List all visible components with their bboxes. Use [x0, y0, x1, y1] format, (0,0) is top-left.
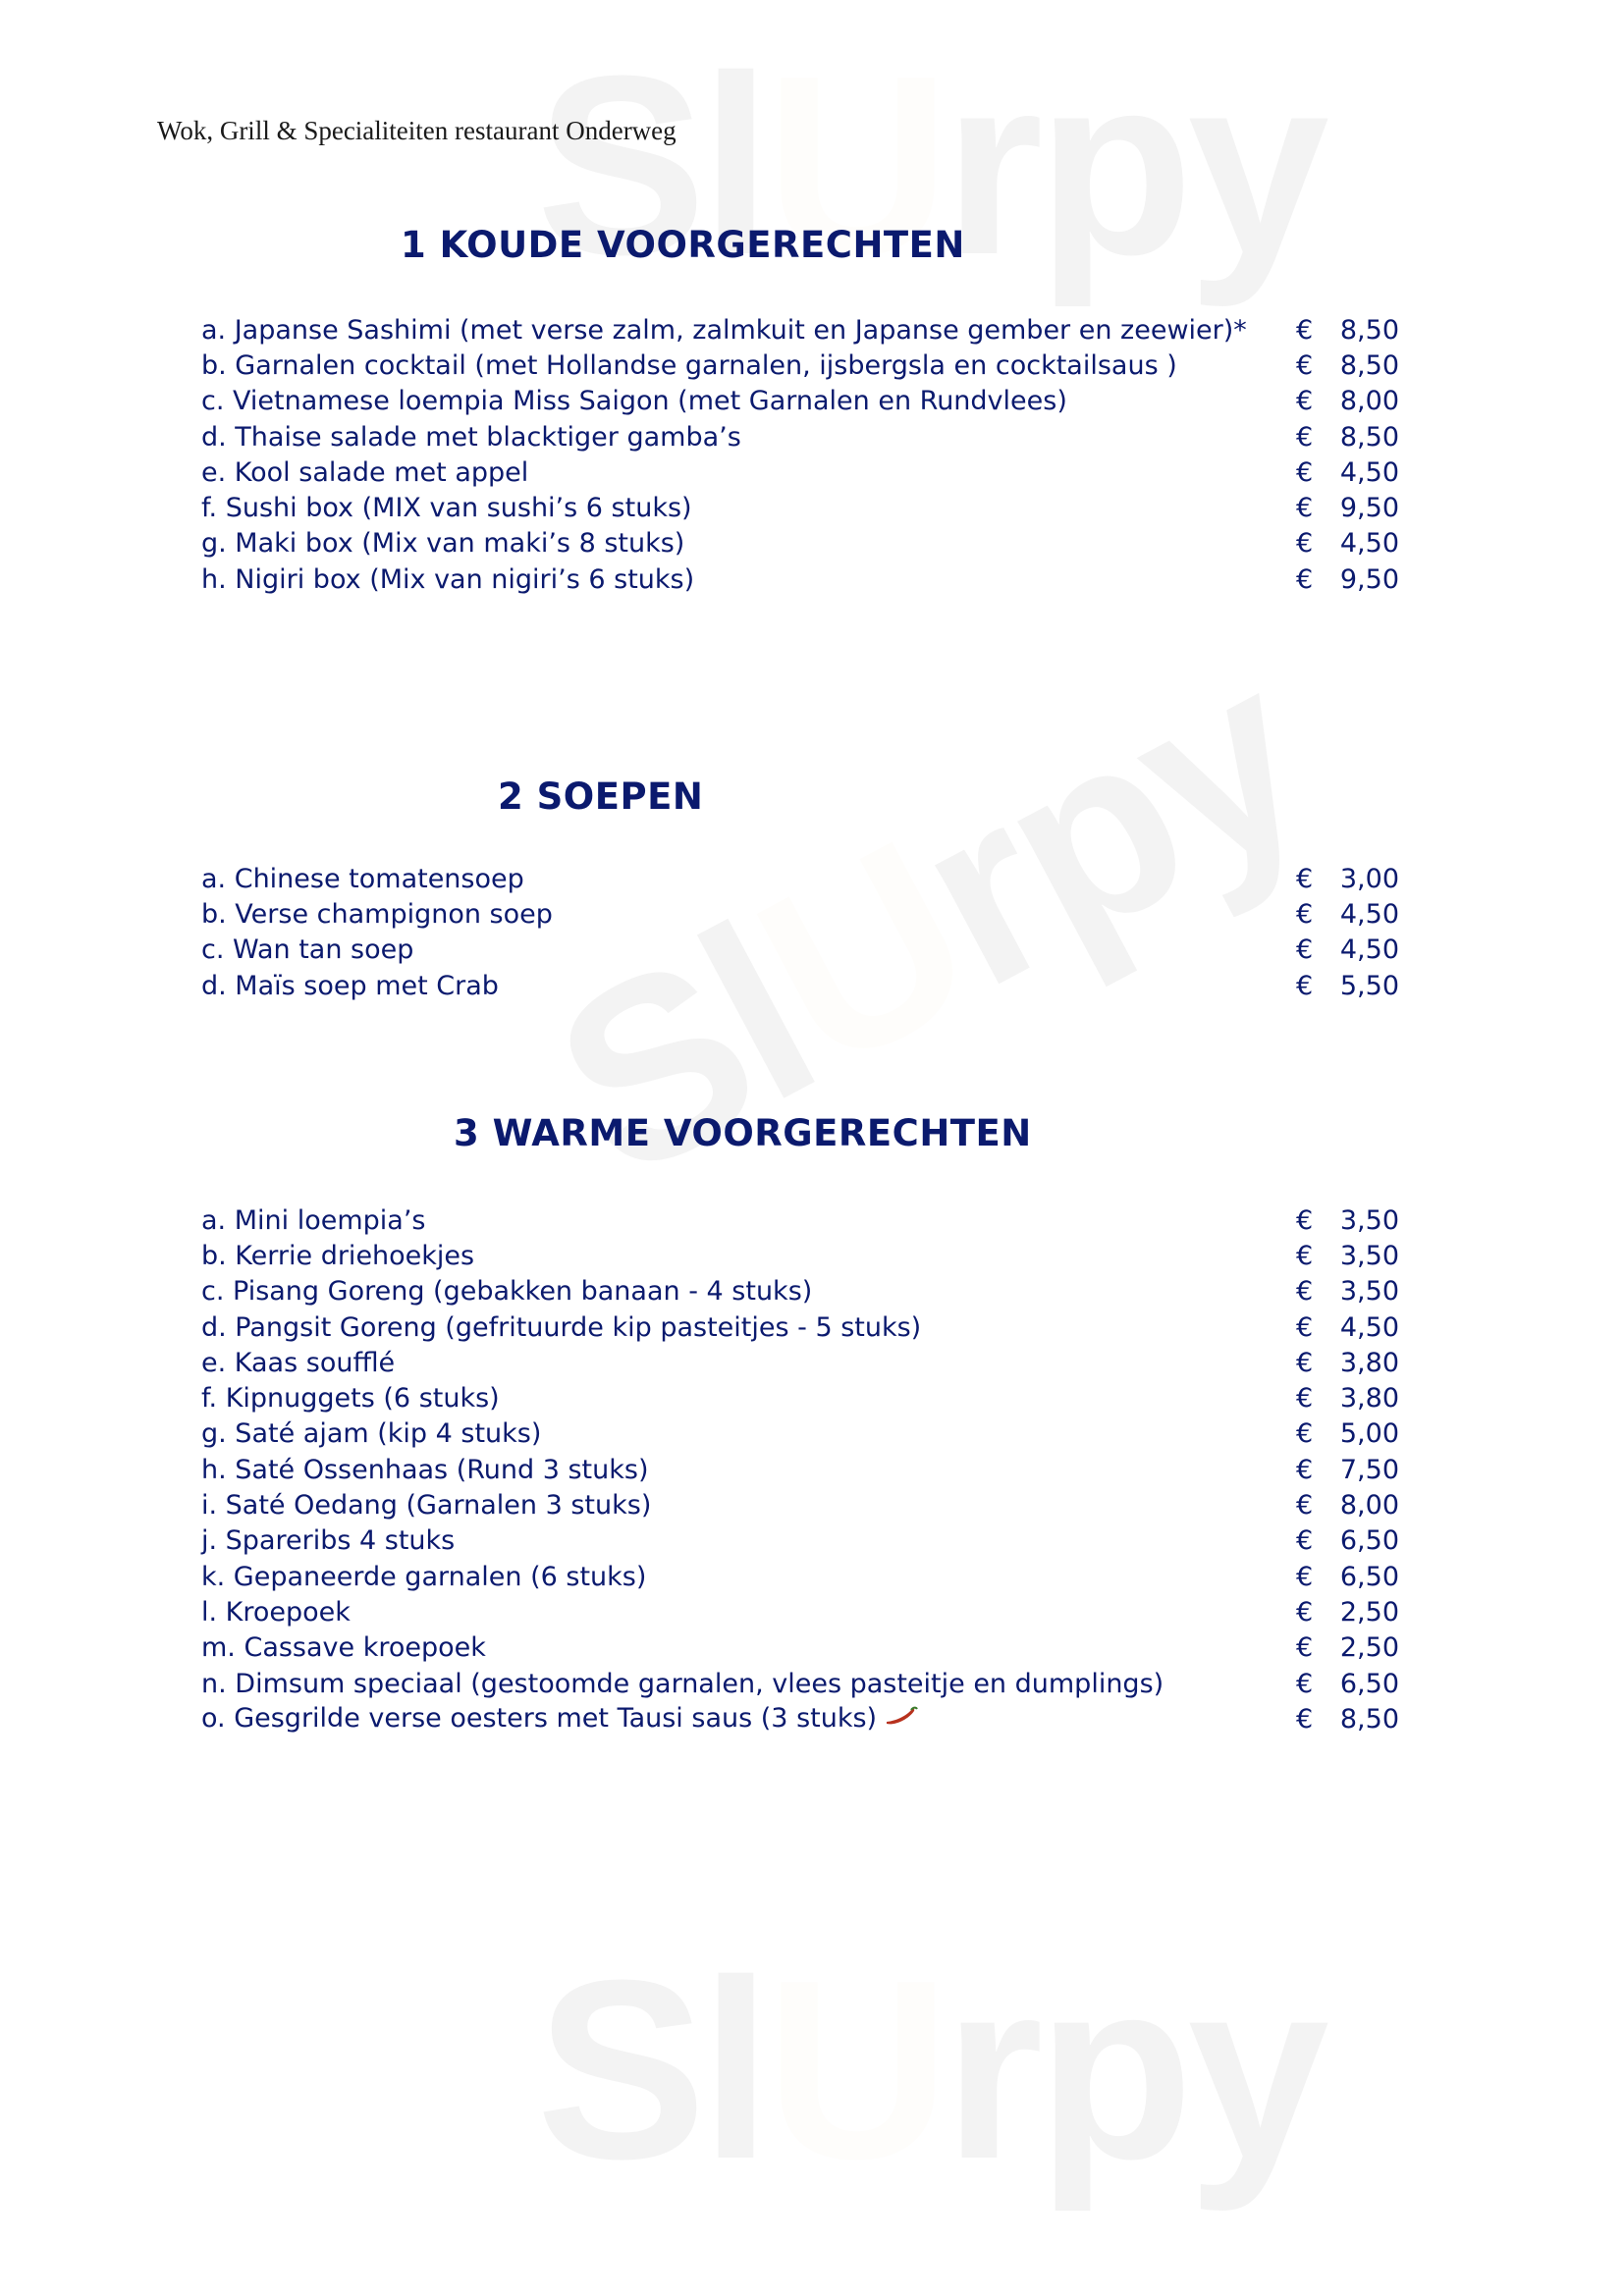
menu-item-price — [1296, 564, 1399, 595]
currency-symbol: € — [1296, 349, 1314, 381]
menu-item — [201, 490, 1399, 525]
currency-symbol: € — [1296, 386, 1314, 417]
menu-list-warme-voorgerechten — [201, 1202, 1399, 1736]
menu-item-price — [1296, 315, 1399, 346]
menu-item-name-text: a. Chinese tomatensoep — [201, 863, 524, 894]
menu-item-name — [201, 1276, 1296, 1307]
menu-item-name-text: n. Dimsum speciaal (gestoomde garnalen, vlees pasteitje en dumplings) — [201, 1668, 1164, 1699]
menu-item-name — [201, 493, 1296, 523]
menu-item-name — [201, 1490, 1296, 1521]
menu-item — [201, 933, 1399, 968]
menu-item — [201, 312, 1399, 347]
menu-item-name-text: b. Garnalen cocktail (met Hollandse garnalen, ijsbergsla en cocktailsaus ) — [201, 349, 1177, 381]
menu-item-price — [1296, 934, 1399, 965]
menu-item-name-text: c. Pisang Goreng (gebakken banaan - 4 stuks) — [201, 1276, 813, 1308]
menu-item — [201, 1452, 1399, 1487]
currency-symbol: € — [1296, 421, 1314, 453]
currency-symbol: € — [1296, 1561, 1314, 1592]
menu-item-price — [1296, 386, 1399, 416]
menu-item-price — [1296, 1383, 1399, 1414]
menu-item-price — [1296, 1632, 1399, 1663]
menu-item-name-text: g. Saté ajam (kip 4 stuks) — [201, 1418, 542, 1450]
price-amount: 8,00 — [1339, 386, 1399, 417]
menu-item-price — [1296, 1205, 1399, 1236]
menu-item-name-text: g. Maki box (Mix van maki’s 8 stuks) — [201, 528, 685, 560]
menu-item — [201, 1416, 1399, 1452]
menu-item-name — [201, 422, 1296, 453]
menu-item-name — [201, 1632, 1296, 1663]
menu-item — [201, 1630, 1399, 1666]
price-amount: 3,50 — [1339, 1204, 1399, 1236]
menu-item-price — [1296, 1455, 1399, 1485]
currency-symbol: € — [1296, 934, 1314, 966]
price-amount: 3,80 — [1339, 1383, 1399, 1415]
price-amount: 4,50 — [1339, 456, 1399, 488]
menu-item-name — [201, 934, 1296, 965]
menu-item-name — [201, 386, 1296, 416]
menu-item-name — [201, 1348, 1296, 1378]
menu-item-name-text: d. Pangsit Goreng (gefrituurde kip pasteitjes - 5 stuks) — [201, 1311, 922, 1343]
menu-item — [201, 1701, 1399, 1736]
price-amount: 5,50 — [1339, 970, 1399, 1001]
menu-item-name — [201, 1455, 1296, 1485]
menu-item-price — [1296, 864, 1399, 894]
menu-item-name — [201, 528, 1296, 559]
menu-item-name-text: d. Thaise salade met blacktiger gamba’s — [201, 421, 741, 453]
currency-symbol: € — [1296, 1596, 1314, 1628]
menu-item-name — [201, 1383, 1296, 1414]
currency-symbol: € — [1296, 493, 1314, 524]
menu-item-name — [201, 315, 1296, 346]
menu-item-name-text: b. Verse champignon soep — [201, 898, 553, 930]
price-amount: 8,50 — [1339, 421, 1399, 453]
currency-symbol: € — [1296, 970, 1314, 1001]
price-amount: 4,50 — [1339, 1311, 1399, 1343]
menu-item-name — [201, 1241, 1296, 1271]
menu-item — [201, 1345, 1399, 1380]
menu-item-name-text: d. Maïs soep met Crab — [201, 970, 499, 1001]
menu-item — [201, 1523, 1399, 1559]
menu-item-price — [1296, 422, 1399, 453]
menu-item-name-text: a. Japanse Sashimi (met verse zalm, zalmkuit en Japanse gember en zeewier)* — [201, 314, 1247, 346]
price-amount: 8,50 — [1339, 314, 1399, 346]
menu-item-name-text: j. Spareribs 4 stuks — [201, 1525, 456, 1557]
price-amount: 4,50 — [1339, 528, 1399, 560]
menu-item — [201, 526, 1399, 561]
price-amount: 6,50 — [1339, 1668, 1399, 1699]
currency-symbol: € — [1296, 314, 1314, 346]
menu-item-name — [201, 457, 1296, 488]
menu-item-name-text: k. Gepaneerde garnalen (6 stuks) — [201, 1561, 647, 1592]
menu-item — [201, 454, 1399, 490]
price-amount: 8,50 — [1339, 1703, 1399, 1735]
menu-item-price — [1296, 1525, 1399, 1556]
menu-item-price — [1296, 971, 1399, 1001]
menu-item-name — [201, 899, 1296, 930]
menu-item-price — [1296, 1669, 1399, 1699]
menu-item — [201, 1274, 1399, 1309]
price-amount: 3,50 — [1339, 1276, 1399, 1308]
price-amount: 2,50 — [1339, 1596, 1399, 1628]
menu-item-name-text: c. Vietnamese loempia Miss Saigon (met Garnalen en Rundvlees) — [201, 386, 1067, 417]
menu-item-name-text: f. Kipnuggets (6 stuks) — [201, 1383, 500, 1415]
price-amount: 8,00 — [1339, 1490, 1399, 1522]
menu-item-price — [1296, 1241, 1399, 1271]
menu-item — [201, 1594, 1399, 1629]
currency-symbol: € — [1296, 1418, 1314, 1450]
page-header: Wok, Grill & Specialiteiten restaurant Onderweg — [157, 116, 677, 145]
currency-symbol: € — [1296, 1347, 1314, 1378]
menu-item-name — [201, 564, 1296, 595]
menu-item-name — [201, 1597, 1296, 1628]
price-amount: 3,50 — [1339, 1240, 1399, 1271]
menu-item-name-text: c. Wan tan soep — [201, 934, 414, 966]
currency-symbol: € — [1296, 1668, 1314, 1699]
menu-item-name — [201, 971, 1296, 1001]
currency-symbol: € — [1296, 1632, 1314, 1664]
menu-item-name — [201, 1205, 1296, 1236]
menu-item-name-text: b. Kerrie driehoekjes — [201, 1240, 475, 1271]
menu-item-name-text: e. Kool salade met appel — [201, 456, 529, 488]
menu-item-name-text: m. Cassave kroepoek — [201, 1632, 486, 1664]
price-amount: 3,80 — [1339, 1347, 1399, 1378]
menu-item-name-text: i. Saté Oedang (Garnalen 3 stuks) — [201, 1490, 652, 1522]
menu-item-name — [201, 1312, 1296, 1343]
menu-item — [201, 1487, 1399, 1522]
menu-item-name — [201, 1418, 1296, 1449]
currency-symbol: € — [1296, 1490, 1314, 1522]
menu-item-price — [1296, 899, 1399, 930]
menu-item-name-text: l. Kroepoek — [201, 1596, 351, 1628]
menu-item-price — [1296, 1348, 1399, 1378]
menu-item — [201, 1238, 1399, 1273]
menu-item-price — [1296, 1418, 1399, 1449]
currency-symbol: € — [1296, 1525, 1314, 1557]
menu-item-price — [1296, 1490, 1399, 1521]
menu-item-price — [1296, 350, 1399, 381]
menu-item-name-text: h. Saté Ossenhaas (Rund 3 stuks) — [201, 1454, 649, 1485]
price-amount: 6,50 — [1339, 1561, 1399, 1592]
menu-item-name — [201, 1703, 1296, 1735]
price-amount: 5,00 — [1339, 1418, 1399, 1450]
menu-item-name — [201, 864, 1296, 894]
menu-item — [201, 1380, 1399, 1415]
menu-item-price — [1296, 528, 1399, 559]
menu-item — [201, 1202, 1399, 1238]
menu-item-price — [1296, 1597, 1399, 1628]
currency-symbol: € — [1296, 528, 1314, 560]
price-amount: 4,50 — [1339, 898, 1399, 930]
menu-item-price — [1296, 1562, 1399, 1592]
price-amount: 4,50 — [1339, 934, 1399, 966]
currency-symbol: € — [1296, 1240, 1314, 1271]
currency-symbol: € — [1296, 1703, 1314, 1735]
menu-item-name-text: h. Nigiri box (Mix van nigiri’s 6 stuks) — [201, 563, 695, 595]
menu-list-koude-voorgerechten — [201, 312, 1399, 597]
menu-item-name — [201, 1525, 1296, 1556]
menu-item-name-text: f. Sushi box (MIX van sushi’s 6 stuks) — [201, 493, 692, 524]
menu-item-name-text: e. Kaas soufflé — [201, 1347, 396, 1378]
chili-pepper-icon — [885, 1704, 918, 1735]
currency-symbol: € — [1296, 1311, 1314, 1343]
watermark-logo — [118, 20, 1624, 313]
menu-item — [201, 896, 1399, 932]
price-amount: 6,50 — [1339, 1525, 1399, 1557]
price-amount: 2,50 — [1339, 1632, 1399, 1664]
section-title-warme-voorgerechten: 3 WARME VOORGERECHTEN — [454, 1112, 1032, 1154]
menu-item-name — [201, 350, 1296, 381]
section-title-koude-voorgerechten: 1 KOUDE VOORGERECHTEN — [401, 224, 965, 266]
menu-item-price — [1296, 493, 1399, 523]
price-amount: 7,50 — [1339, 1454, 1399, 1485]
currency-symbol: € — [1296, 1383, 1314, 1415]
menu-item-price — [1296, 457, 1399, 488]
currency-symbol: € — [1296, 456, 1314, 488]
menu-list-soepen — [201, 861, 1399, 1003]
menu-item-name-text: o. Gesgrilde verse oesters met Tausi saus (3 stuks) — [201, 1703, 878, 1735]
menu-item — [201, 384, 1399, 419]
currency-symbol: € — [1296, 863, 1314, 894]
currency-symbol: € — [1296, 563, 1314, 595]
currency-symbol: € — [1296, 1204, 1314, 1236]
menu-item — [201, 1309, 1399, 1345]
menu-item — [201, 1666, 1399, 1701]
menu-item — [201, 1559, 1399, 1594]
menu-item-price — [1296, 1312, 1399, 1343]
menu-item — [201, 861, 1399, 896]
price-amount: 8,50 — [1339, 349, 1399, 381]
watermark-logo — [118, 1924, 1624, 2217]
menu-item — [201, 419, 1399, 454]
section-title-soepen: 2 SOEPEN — [498, 775, 704, 818]
currency-symbol: € — [1296, 898, 1314, 930]
menu-item — [201, 347, 1399, 383]
menu-item-price — [1296, 1704, 1399, 1735]
menu-item — [201, 561, 1399, 597]
menu-item — [201, 968, 1399, 1003]
price-amount: 3,00 — [1339, 863, 1399, 894]
currency-symbol: € — [1296, 1454, 1314, 1485]
menu-item-name-text: a. Mini loempia’s — [201, 1204, 426, 1236]
menu-item-name — [201, 1669, 1296, 1699]
currency-symbol: € — [1296, 1276, 1314, 1308]
menu-item-price — [1296, 1276, 1399, 1307]
price-amount: 9,50 — [1339, 493, 1399, 524]
price-amount: 9,50 — [1339, 563, 1399, 595]
menu-item-name — [201, 1562, 1296, 1592]
